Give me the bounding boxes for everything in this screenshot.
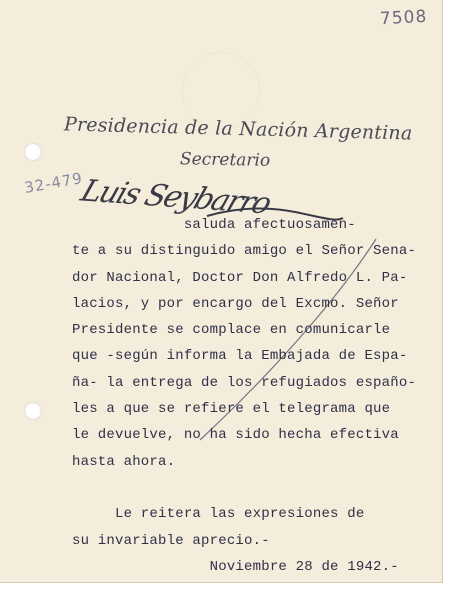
body-line: Presidente se complace en comunicarle bbox=[72, 322, 391, 339]
body-line: ña- la entrega de los refugiados españo- bbox=[72, 374, 417, 391]
body-line: dor Nacional, Doctor Don Alfredo L. Pa- bbox=[72, 269, 408, 286]
body-line: te a su distinguido amigo el Señor Sena- bbox=[72, 243, 417, 260]
letter-body bbox=[72, 212, 428, 580]
letterhead-title: Presidencia de la Nación Argentina bbox=[63, 113, 413, 145]
body-line: le devuelve, no ha sido hecha efectiva bbox=[72, 427, 399, 444]
archive-number: 7508 bbox=[379, 6, 428, 30]
body-line: les a que se refiere el telegrama que bbox=[72, 401, 391, 418]
side-note: 32-479 bbox=[22, 169, 85, 197]
body-line: lacios, y por encargo del Excmo. Señor bbox=[72, 295, 399, 312]
body-line: hasta ahora. bbox=[72, 453, 176, 470]
body-line: que -según informa la Embajada de Espa- bbox=[72, 348, 408, 365]
punch-hole-top bbox=[24, 143, 42, 161]
body-line: su invariable aprecio.- bbox=[72, 532, 270, 549]
body-line bbox=[72, 475, 428, 501]
body-line: saluda afectuosamen- bbox=[72, 217, 356, 233]
punch-hole-bottom bbox=[24, 402, 42, 420]
letterhead-subtitle: Secretario bbox=[179, 149, 271, 171]
body-line: Le reitera las expresiones de bbox=[72, 506, 365, 523]
handwritten-signature: Luis Seybarro bbox=[76, 173, 275, 222]
date-line: Noviembre 28 de 1942.- bbox=[72, 558, 399, 575]
